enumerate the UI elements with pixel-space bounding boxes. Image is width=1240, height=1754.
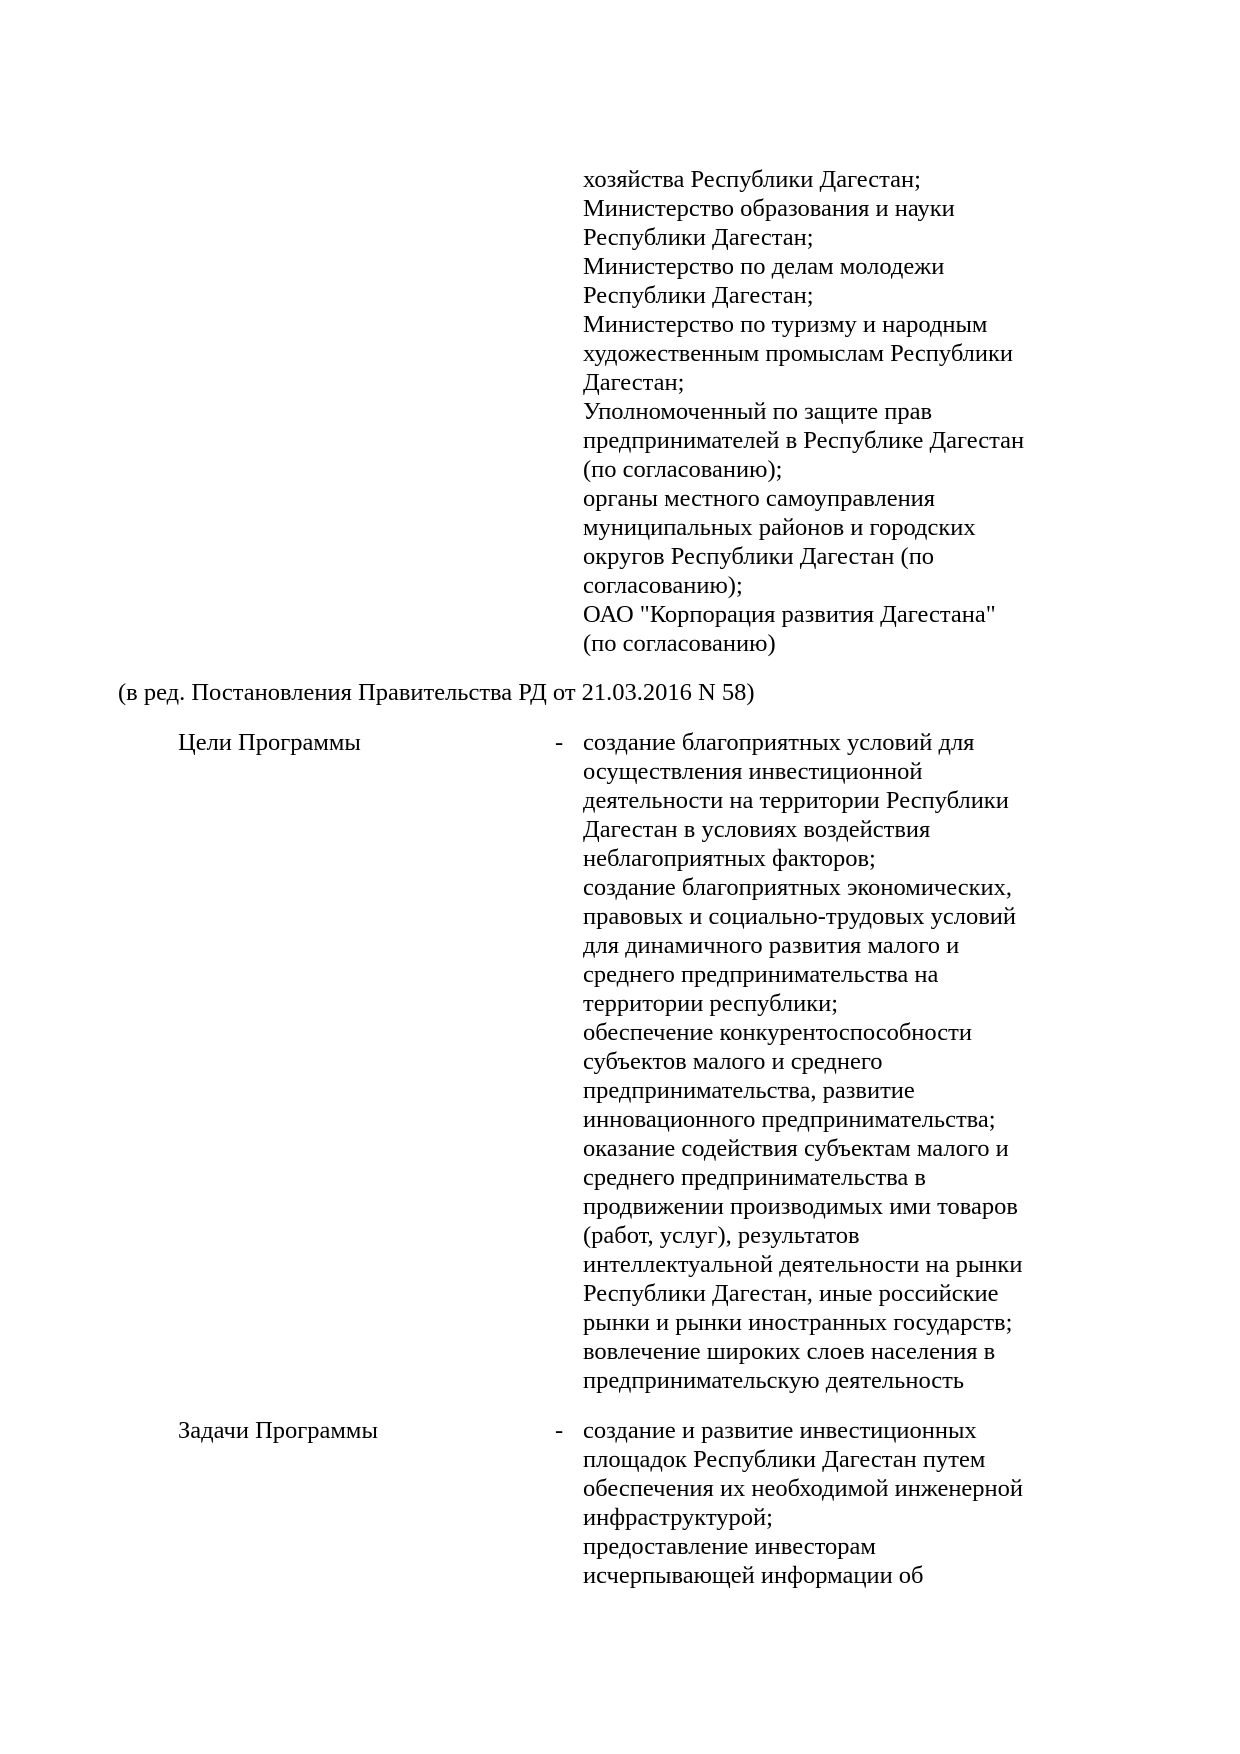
text-line: (по согласованию); (583, 456, 783, 483)
text-line: Дагестан в условиях воздействия (583, 816, 931, 843)
tasks-dash: - (555, 1417, 564, 1444)
text-line: округов Республики Дагестан (по (583, 543, 935, 570)
text-line: создание и развитие инвестиционных (583, 1417, 977, 1444)
text-line: создание благоприятных условий для (583, 729, 975, 756)
text-line: площадок Республики Дагестан путем (583, 1446, 986, 1473)
text-line: вовлечение широких слоев населения в (583, 1338, 996, 1365)
text-line: инфраструктурой; (583, 1504, 773, 1531)
text-line: инновационного предпринимательства; (583, 1106, 996, 1133)
text-line: хозяйства Республики Дагестан; (583, 166, 921, 193)
text-line: Республики Дагестан; (583, 224, 814, 251)
tasks-label: Задачи Программы (178, 1417, 378, 1444)
text-line: муниципальных районов и городских (583, 514, 976, 541)
text-line: создание благоприятных экономических, (583, 874, 1012, 901)
amendment-note: (в ред. Постановления Правительства РД от 21.03.2016 N 58) (118, 679, 755, 706)
text-line: Министерство образования и науки (583, 195, 955, 222)
text-line: продвижении производимых ими товаров (583, 1193, 1018, 1220)
text-line: исчерпывающей информации об (583, 1562, 924, 1589)
text-line: Уполномоченный по защите прав (583, 398, 933, 425)
text-line: Дагестан; (583, 369, 685, 396)
text-line: среднего предпринимательства на (583, 961, 939, 988)
text-line: Министерство по делам молодежи (583, 253, 945, 280)
text-line: (работ, услуг), результатов (583, 1222, 860, 1249)
text-line: ОАО "Корпорация развития Дагестана" (583, 601, 996, 628)
text-line: Республики Дагестан; (583, 282, 814, 309)
text-line: рынки и рынки иностранных государств; (583, 1309, 1013, 1336)
text-line: согласованию); (583, 572, 743, 599)
text-line: предпринимательства, развитие (583, 1077, 915, 1104)
text-line: интеллектуальной деятельности на рынки (583, 1251, 1023, 1278)
text-line: деятельности на территории Республики (583, 787, 1009, 814)
text-line: предоставление инвесторам (583, 1533, 876, 1560)
goals-label: Цели Программы (178, 729, 361, 756)
text-line: предпринимательскую деятельность (583, 1367, 965, 1394)
text-line: (по согласованию) (583, 630, 776, 657)
text-line: среднего предпринимательства в (583, 1164, 926, 1191)
text-line: оказание содействия субъектам малого и (583, 1135, 1009, 1162)
goals-dash: - (555, 729, 564, 756)
text-line: Министерство по туризму и народным (583, 311, 988, 338)
text-line: правовых и социально-трудовых условий (583, 903, 1017, 930)
text-line: субъектов малого и среднего (583, 1048, 883, 1075)
text-line: органы местного самоуправления (583, 485, 936, 512)
text-line: художественным промыслам Республики (583, 340, 1014, 367)
text-line: для динамичного развития малого и (583, 932, 960, 959)
text-line: территории республики; (583, 990, 839, 1017)
text-line: предпринимателей в Республике Дагестан (583, 427, 1025, 454)
text-line: обеспечения их необходимой инженерной (583, 1475, 1024, 1502)
text-line: обеспечение конкурентоспособности (583, 1019, 972, 1046)
text-line: Республики Дагестан, иные российские (583, 1280, 999, 1307)
text-line: осуществления инвестиционной (583, 758, 923, 785)
text-line: неблагоприятных факторов; (583, 845, 876, 872)
